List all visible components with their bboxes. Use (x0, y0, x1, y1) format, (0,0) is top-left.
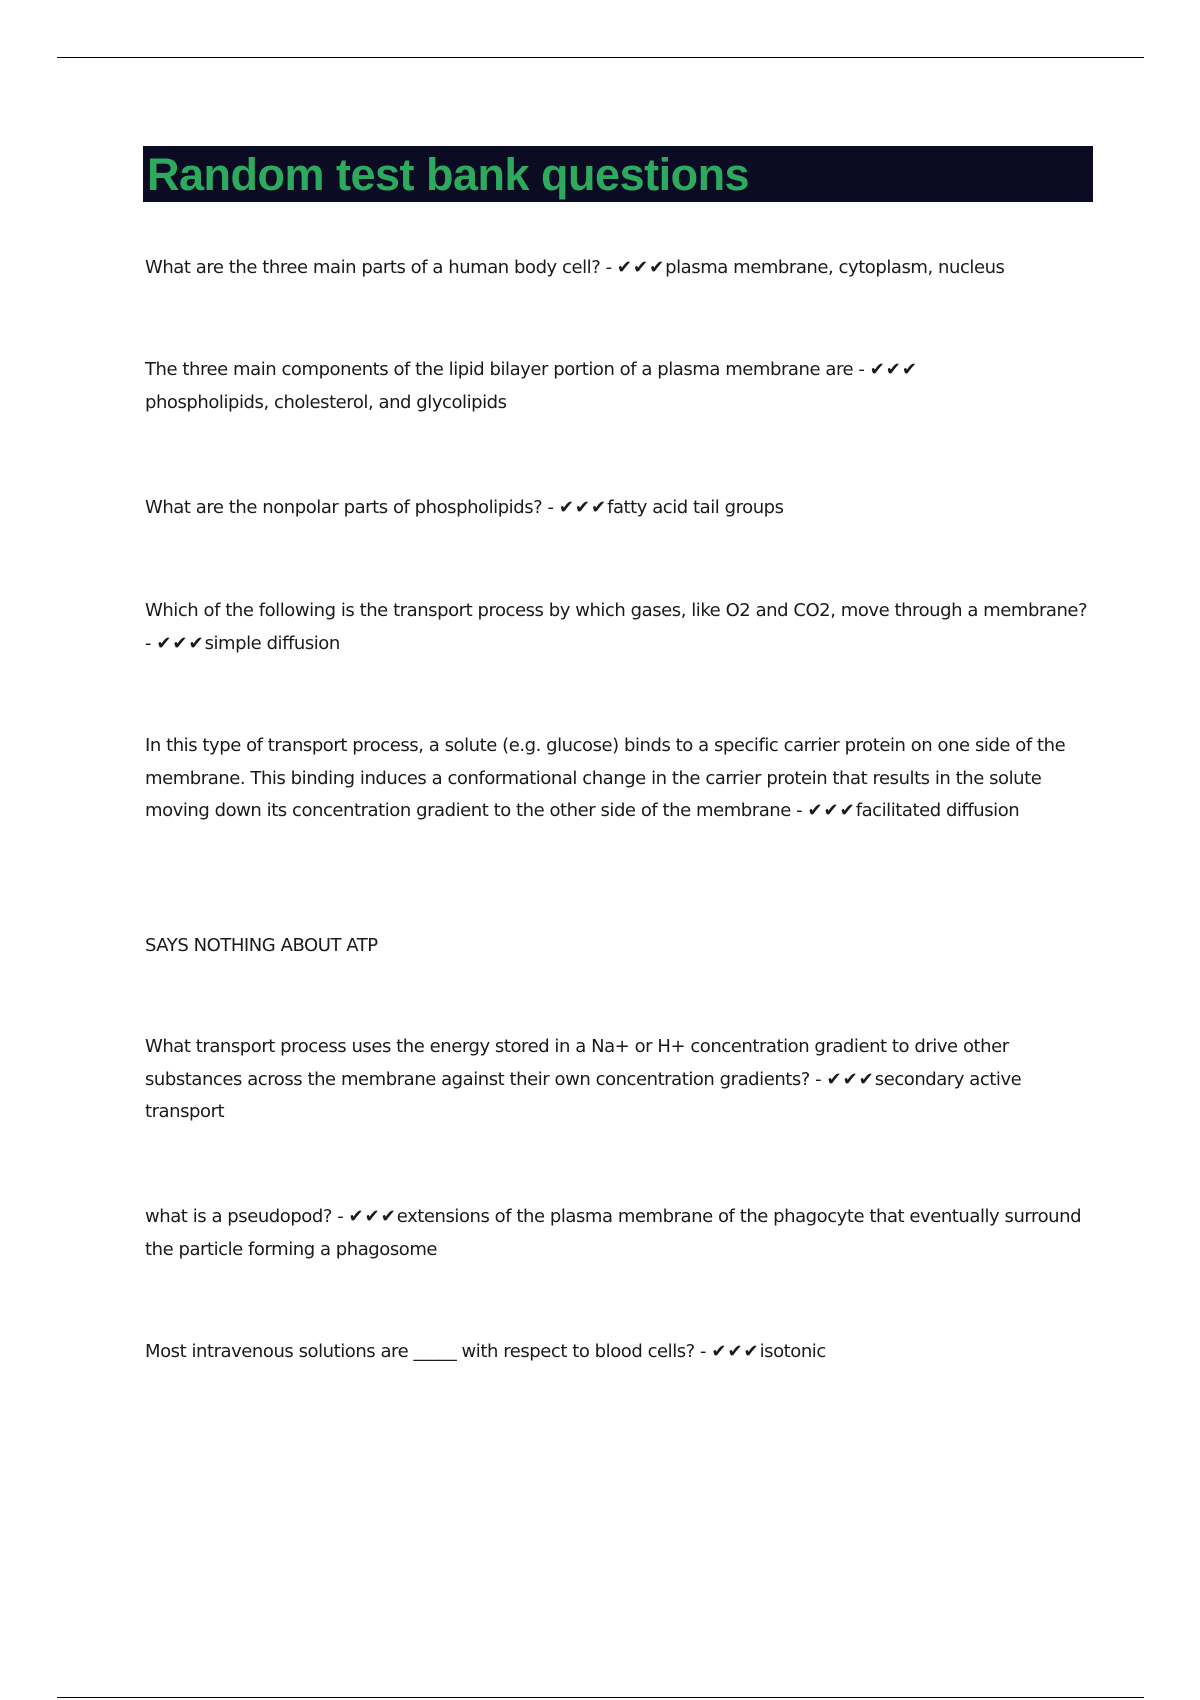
question-text: What transport process uses the energy stored in a Na+ or H+ concentration gradient to drive other substances across the membrane against their own concentration gradients? - (145, 1036, 1009, 1090)
check-marks-icon: ✔✔✔ (558, 497, 608, 518)
document-title: Random test bank questions (147, 148, 750, 200)
question-text: what is a pseudopod? - (145, 1206, 349, 1227)
question-text: Most intravenous solutions are _____ with respect to blood cells? - (145, 1341, 712, 1362)
question-text: Which of the following is the transport process by which gases, like O2 and CO2, move through a membrane? - (145, 600, 1088, 654)
qa-item-3 (145, 492, 1090, 525)
qa-item-4 (145, 595, 1090, 660)
qa-item-8 (145, 1336, 1090, 1369)
answer-text: facilitated diffusion (855, 800, 1020, 821)
check-marks-icon: ✔✔✔ (616, 257, 666, 278)
answer-text: simple diffusion (204, 632, 340, 654)
answer-text: isotonic (759, 1341, 826, 1362)
title-banner (143, 146, 1093, 202)
answer-text: fatty acid tail groups (607, 497, 784, 518)
question-text: The three main components of the lipid bilayer portion of a plasma membrane are - (145, 359, 870, 380)
note-text: SAYS NOTHING ABOUT ATP (145, 935, 378, 956)
check-marks-icon: ✔✔✔ (807, 800, 856, 821)
question-text: What are the three main parts of a human body cell? - (145, 257, 617, 278)
answer-text: extensions of the plasma membrane of the phagocyte that eventually surround the particle forming a phagosome (145, 1206, 1082, 1260)
top-rule (57, 57, 1144, 58)
qa-item-2 (145, 354, 1090, 419)
answer-text: secondary active transport (145, 1068, 1022, 1122)
question-text: What are the nonpolar parts of phospholipids? - (145, 497, 559, 518)
check-marks-icon: ✔✔✔ (156, 632, 205, 654)
qa-item-5 (145, 730, 1090, 828)
bottom-rule (57, 1697, 1144, 1698)
check-marks-icon: ✔✔✔ (826, 1068, 875, 1090)
question-text: In this type of transport process, a solute (e.g. glucose) binds to a specific carrier protein on one side of the membrane. This binding induces a conformational change in the carrier protein that results in the solute moving down its concentration gradient to the other side of the membrane - (145, 735, 1066, 821)
check-marks-icon: ✔✔✔ (348, 1206, 397, 1227)
check-marks-icon: ✔✔✔ (869, 359, 918, 380)
answer-text: plasma membrane, cytoplasm, nucleus (665, 257, 1005, 278)
qa-item-1 (145, 252, 1090, 285)
qa-item-6 (145, 1031, 1090, 1129)
answer-text: phospholipids, cholesterol, and glycolipids (145, 391, 507, 413)
check-marks-icon: ✔✔✔ (711, 1341, 760, 1362)
qa-item-7 (145, 1201, 1090, 1266)
